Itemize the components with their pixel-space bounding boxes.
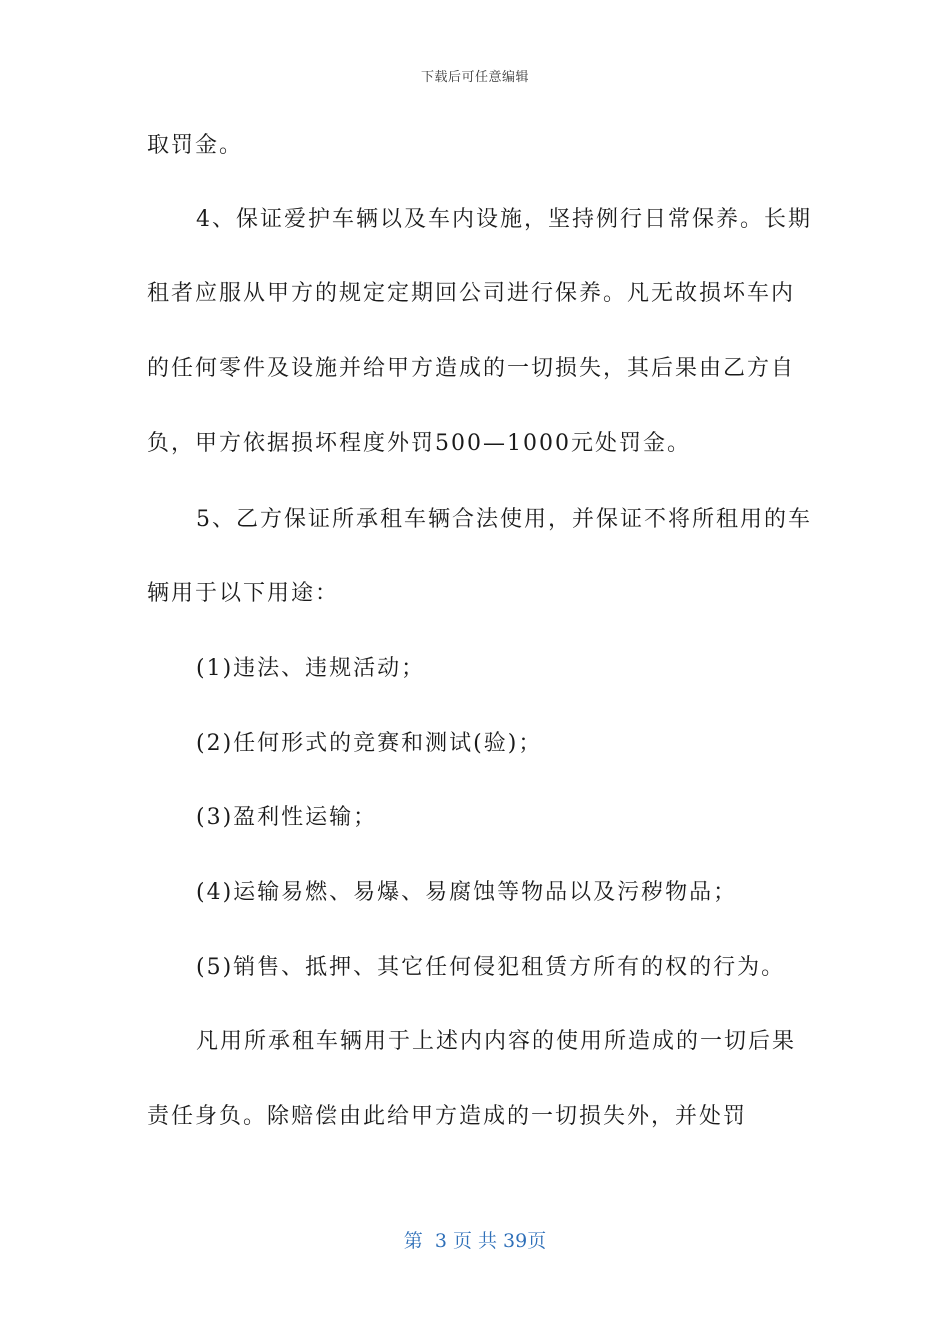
page-number-footer: 第 3 页 共 39页 <box>403 1230 547 1252</box>
body-line: 租者应服从甲方的规定定期回公司进行保养。凡无故损坏车内 <box>147 281 796 306</box>
body-line: 凡用所承租车辆用于上述内内容的使用所造成的一切后果 <box>196 1029 797 1054</box>
body-line: 5、乙方保证所承租车辆合法使用，并保证不将所租用的车 <box>196 507 812 532</box>
list-item: (4)运输易燃、易爆、易腐蚀等物品以及污秽物品； <box>196 880 738 905</box>
list-item: (5)销售、抵押、其它任何侵犯租赁方所有的权的行为。 <box>196 955 786 980</box>
body-line: 责任身负。除赔偿由此给甲方造成的一切损失外，并处罚 <box>147 1104 748 1129</box>
list-item: (2)任何形式的竞赛和测试(验)； <box>196 731 543 756</box>
body-line: 的任何零件及设施并给甲方造成的一切损失，其后果由乙方自 <box>147 356 796 381</box>
body-line: 负，甲方依据损坏程度外罚500—1000元处罚金。 <box>147 431 691 456</box>
body-line: 4、保证爱护车辆以及车内设施，坚持例行日常保养。长期 <box>196 207 812 232</box>
body-line: 取罚金。 <box>147 133 244 158</box>
body-line: 辆用于以下用途： <box>147 581 340 606</box>
header-note: 下载后可任意编辑 <box>420 70 529 85</box>
list-item: (3)盈利性运输； <box>196 805 378 830</box>
list-item: (1)违法、违规活动； <box>196 656 426 681</box>
